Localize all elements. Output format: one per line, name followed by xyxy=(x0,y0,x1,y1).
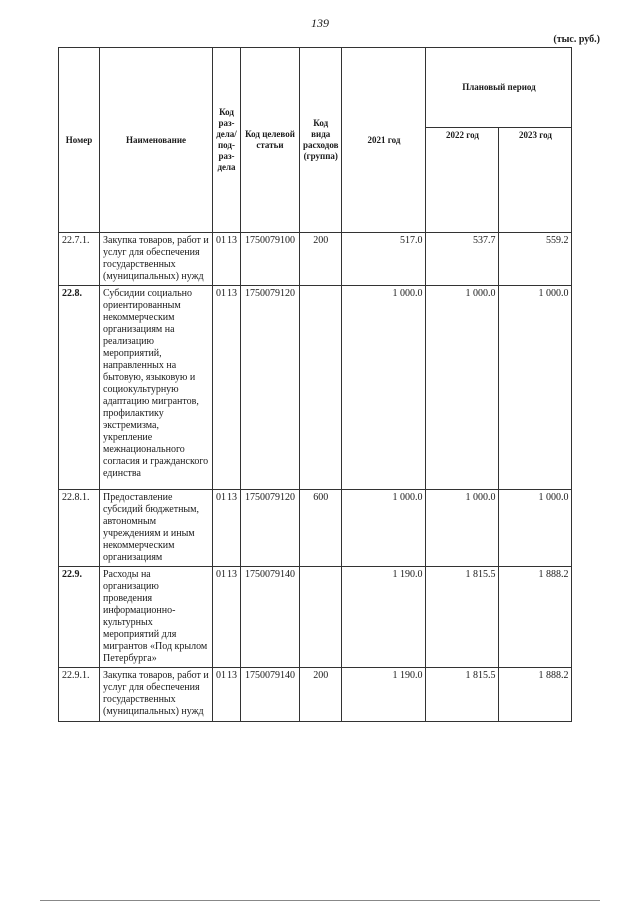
row-razdel xyxy=(213,490,241,567)
row-razdel xyxy=(213,286,241,490)
table-row xyxy=(59,567,572,668)
row-razdel xyxy=(213,567,241,668)
header-name: Наименование xyxy=(100,48,213,233)
header-2022: 2022 год xyxy=(426,128,499,233)
row-2021: 1 000.0 xyxy=(342,490,426,567)
row-2023: 1 888.2 xyxy=(499,567,572,668)
table-row xyxy=(59,668,572,722)
row-number: 22.8. xyxy=(59,286,100,490)
row-number: 22.9. xyxy=(59,567,100,668)
row-2022: 1 815.5 xyxy=(426,567,499,668)
header-razdel: Код раз-дела/ под-раз-дела xyxy=(213,48,241,233)
row-rz: 01 xyxy=(216,670,226,681)
table-row xyxy=(59,490,572,567)
row-target: 1750079120 xyxy=(241,490,300,567)
header-vr: Код вида расходов (группа) xyxy=(300,48,342,233)
row-2023: 559.2 xyxy=(499,233,572,286)
header-number: Номер xyxy=(59,48,100,233)
row-prz: 13 xyxy=(227,288,237,299)
header-2023: 2023 год xyxy=(499,128,572,233)
row-name: Закупка товаров, работ и услуг для обеспечения государственных (муниципальных) нужд xyxy=(100,233,213,286)
row-rz: 01 xyxy=(216,492,226,503)
row-name: Расходы на организацию проведения информационно-культурных мероприятий для мигрантов «Под крылом Петербурга» xyxy=(100,567,213,668)
row-rz: 01 xyxy=(216,569,226,580)
row-name: Предоставление субсидий бюджетным, автономным учреждениям и иным некоммерческим организациям xyxy=(100,490,213,567)
row-name: Закупка товаров, работ и услуг для обеспечения государственных (муниципальных) нужд xyxy=(100,668,213,722)
page-bottom-rule xyxy=(40,900,600,901)
row-target: 1750079100 xyxy=(241,233,300,286)
row-rz: 01 xyxy=(216,235,226,246)
row-target: 1750079140 xyxy=(241,567,300,668)
page-number: 139 xyxy=(311,16,329,30)
row-2022: 1 000.0 xyxy=(426,490,499,567)
header-2021: 2021 год xyxy=(342,48,426,233)
row-target: 1750079140 xyxy=(241,668,300,722)
row-prz: 13 xyxy=(227,235,237,246)
row-razdel xyxy=(213,668,241,722)
row-2021: 517.0 xyxy=(342,233,426,286)
row-2022: 1 000.0 xyxy=(426,286,499,490)
row-target: 1750079120 xyxy=(241,286,300,490)
row-number: 22.9.1. xyxy=(59,668,100,722)
budget-table xyxy=(58,47,572,722)
table-row xyxy=(59,233,572,286)
header-target: Код целевой статьи xyxy=(241,48,300,233)
row-rz: 01 xyxy=(216,288,226,299)
row-vr: 600 xyxy=(300,490,342,567)
row-2021: 1 190.0 xyxy=(342,567,426,668)
row-2023: 1 000.0 xyxy=(499,286,572,490)
row-vr xyxy=(300,567,342,668)
row-2022: 537.7 xyxy=(426,233,499,286)
table-row xyxy=(59,286,572,490)
row-number: 22.8.1. xyxy=(59,490,100,567)
row-number: 22.7.1. xyxy=(59,233,100,286)
row-vr: 200 xyxy=(300,668,342,722)
row-razdel xyxy=(213,233,241,286)
row-vr: 200 xyxy=(300,233,342,286)
row-2023: 1 888.2 xyxy=(499,668,572,722)
row-prz: 13 xyxy=(227,569,237,580)
row-prz: 13 xyxy=(227,492,237,503)
header-plan-period: Плановый период xyxy=(426,48,572,128)
row-2023: 1 000.0 xyxy=(499,490,572,567)
row-2021: 1 190.0 xyxy=(342,668,426,722)
unit-note: (тыс. руб.) xyxy=(553,34,600,45)
row-2021: 1 000.0 xyxy=(342,286,426,490)
row-vr xyxy=(300,286,342,490)
row-prz: 13 xyxy=(227,670,237,681)
row-name: Субсидии социально ориентированным некоммерческим организациям на реализацию мероприятий, направленных на бытовую, языковую и социокультурную адаптацию мигрантов, профилактику экстремизма, укрепление межнационального согласия и гражданского единства xyxy=(100,286,213,490)
row-2022: 1 815.5 xyxy=(426,668,499,722)
